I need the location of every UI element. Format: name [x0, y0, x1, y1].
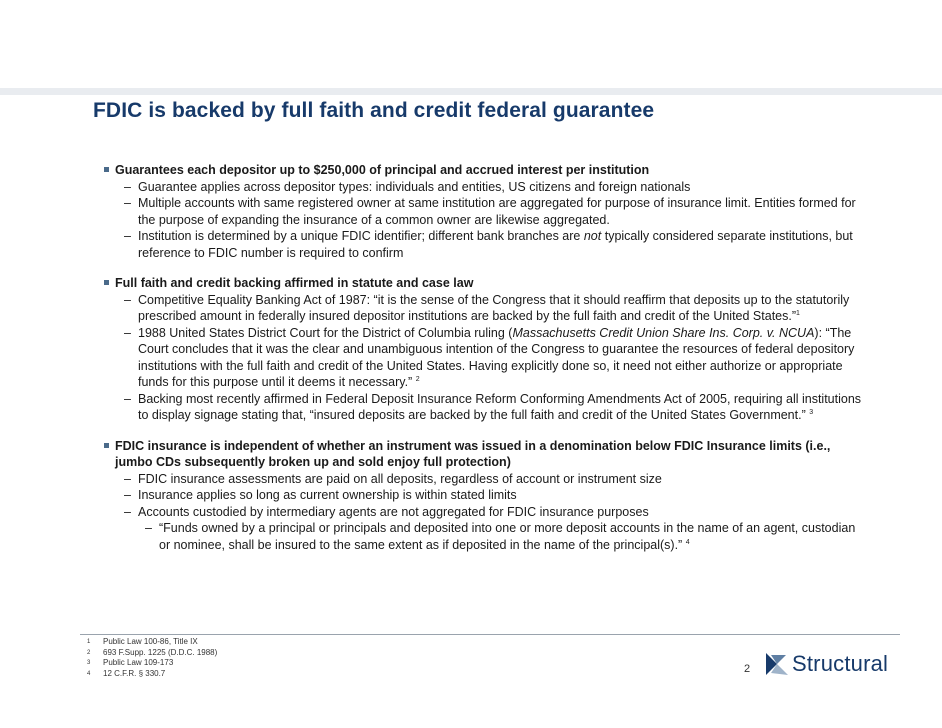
sub-bullet: – Guarantee applies across depositor types: individuals and entities, US citizens and foreign nationals [124, 179, 691, 194]
sub-bullet: – Insurance applies so long as current ownership is within stated limits [124, 488, 517, 502]
dash-icon: – [145, 521, 152, 535]
square-bullet-icon [104, 167, 109, 172]
dash-icon: – [124, 229, 131, 243]
footnote: 1 Public Law 100-86, Title IX [87, 637, 198, 646]
bullet-heading: FDIC insurance is independent of whether an instrument was issued in a denomination below FDIC Insurance limits (i.e., jumbo CDs subsequently broken up and sold enjoy full protection) [103, 438, 863, 471]
dash-icon: – [124, 196, 131, 210]
section-denomination-independence [103, 438, 863, 554]
dash-icon: – [124, 179, 131, 194]
dash-icon: – [124, 488, 131, 502]
footnote: 3 Public Law 109-173 [87, 658, 174, 667]
dash-icon: – [124, 391, 131, 406]
footnotes [87, 637, 217, 679]
bullet-heading: Full faith and credit backing affirmed in statute and case law [103, 275, 863, 292]
square-bullet-icon [104, 280, 109, 285]
dash-icon: – [124, 292, 131, 307]
page-number: 2 [744, 663, 751, 675]
sub-bullet: – 1988 United States District Court for the District of Columbia ruling (Massachusetts Credit Union Share Ins. Corp. v. NCUA): “The Court concludes that it was the clear and unambiguous intention of the Congress to guarantee the resources of federal depository institutions with the full faith and credit of the United States. Having explicitly done so, it need not either authorize or appropriate funds for this purpose until it deems it necessary.” $^2$ [124, 325, 855, 389]
sub-sub-bullet: – “Funds owned by a principal or principals and deposited into one or more deposit accounts in the name of an agent, custodian or nominee, shall be insured to the same extent as if deposited in the name of the principal(s).” $^4$ [145, 521, 856, 552]
footnote: 4 12 C.F.R. § 330.7 [87, 668, 166, 678]
sub-bullet: – Backing most recently affirmed in Federal Deposit Insurance Reform Conforming Amendments Act of 2005, requiring all institutions to display signage stating that, “insured deposits are backed by the full faith and credit of the United States Government.” $^3$ [124, 391, 862, 422]
structural-logo-icon [765, 652, 789, 676]
section-deposit-limit [103, 162, 863, 261]
footnote-ref: 4 [685, 538, 690, 546]
sub-bullet: – Multiple accounts with same registered owner at same institution are aggregated for purpose of insurance limit. Entities formed for the purpose of expanding the insurance of a common owner are likewise aggregated. [124, 196, 856, 227]
dash-icon: – [124, 325, 131, 340]
footnote-ref: 2 [415, 376, 420, 383]
footnote-ref: 1 [796, 310, 800, 317]
footnote-ref: 3 [809, 409, 814, 416]
logo-text: Structural [792, 651, 889, 676]
bullet-heading: Guarantees each depositor up to $250,000 of principal and accrued interest per institution [103, 162, 863, 179]
section-full-faith-credit [103, 275, 863, 424]
sub-bullet: – Institution is determined by a unique FDIC identifier; different bank branches are not typically considered separate institutions, but reference to FDIC number is required to confirm [124, 229, 853, 260]
header-rule [0, 88, 942, 95]
slide-body [103, 162, 863, 567]
dash-icon: – [124, 504, 131, 519]
dash-icon: – [124, 471, 131, 486]
structural-logo [765, 651, 888, 677]
footnote: 2 693 F.Supp. 1225 (D.D.C. 1988) [87, 647, 218, 657]
page-title: FDIC is backed by full faith and credit federal guarantee [93, 99, 655, 122]
sub-bullet: – Accounts custodied by intermediary agents are not aggregated for FDIC insurance purposes [124, 504, 649, 519]
sub-bullet: – Competitive Equality Banking Act of 1987: “it is the sense of the Congress that it should reaffirm that deposits up to the statutorily prescribed amount in federally insured depositor institutions are backed by the full faith and credit of the United States.”$^1$ [124, 292, 850, 323]
sub-bullet: – FDIC insurance assessments are paid on all deposits, regardless of account or instrument size [124, 471, 662, 486]
footnote-divider [80, 634, 900, 635]
square-bullet-icon [104, 443, 109, 448]
